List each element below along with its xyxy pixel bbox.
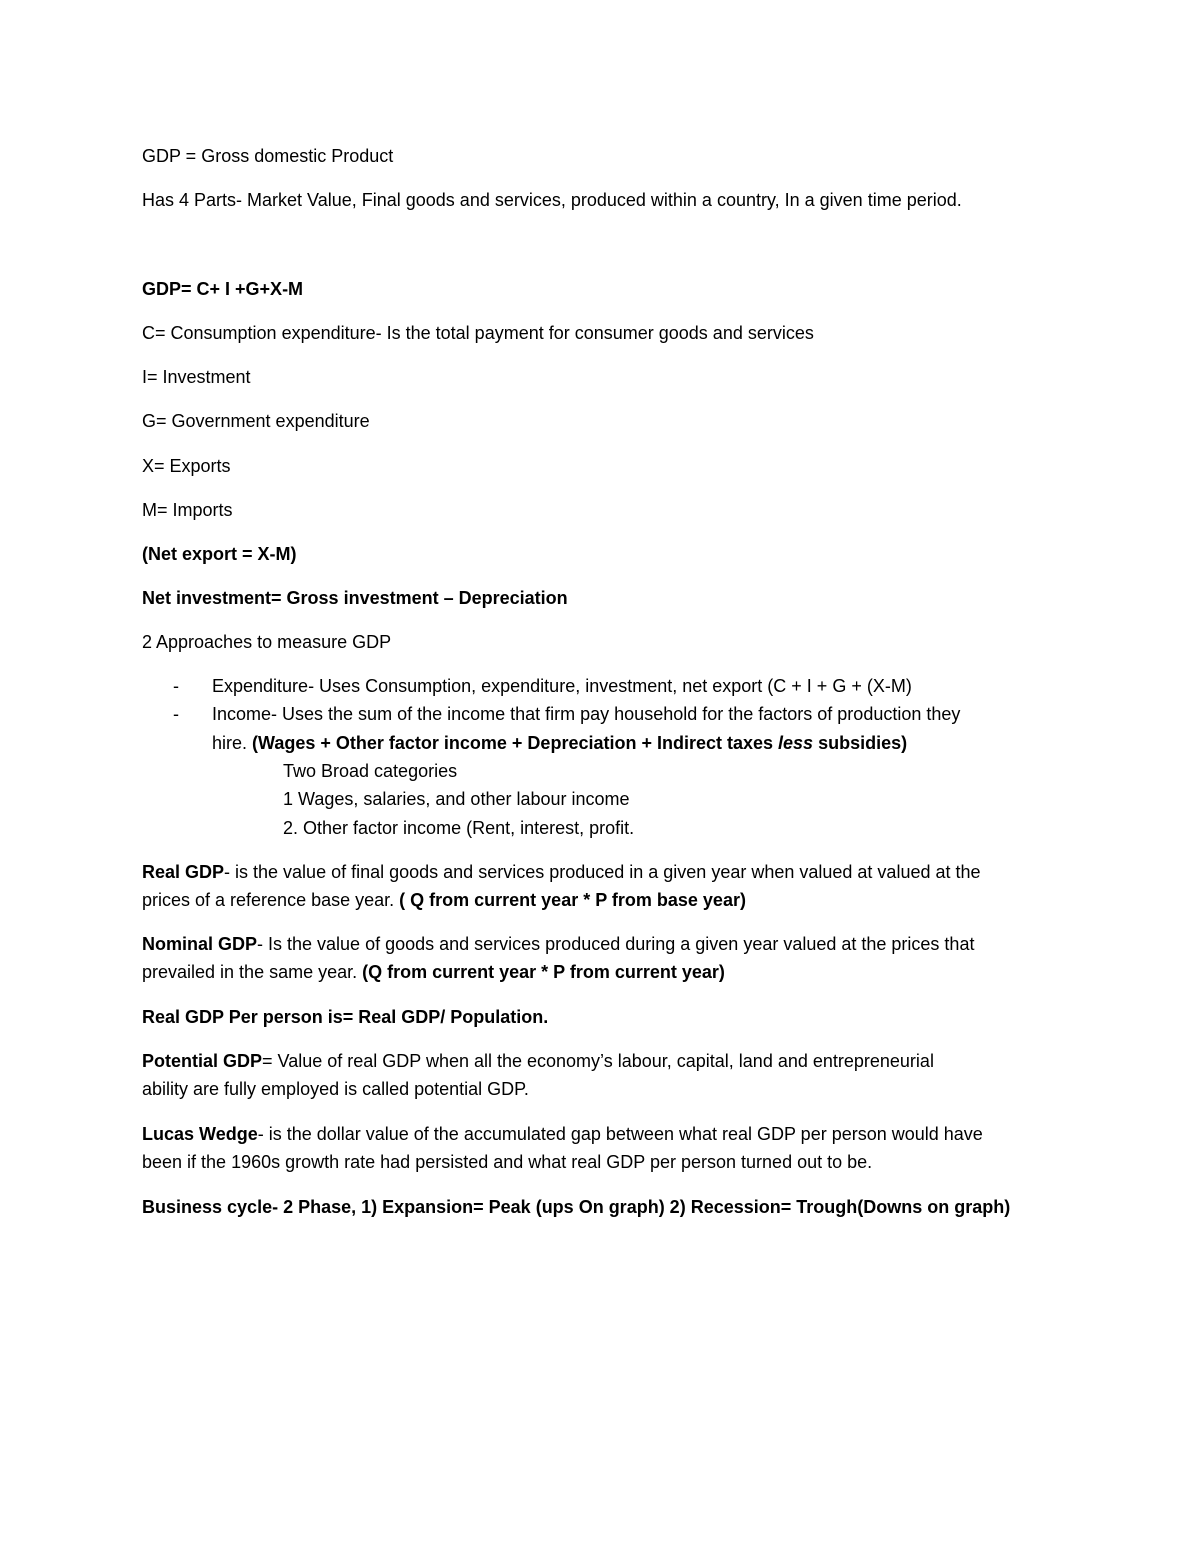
nominal-gdp-term: Nominal GDP bbox=[142, 934, 258, 954]
nominal-gdp-text-cont: prevailed in the same year. bbox=[142, 962, 363, 982]
lucas-wedge-term: Lucas Wedge bbox=[142, 1124, 258, 1144]
real-gdp-text-cont: prices of a reference base year. bbox=[142, 890, 400, 910]
approaches-heading: 2 Approaches to measure GDP bbox=[142, 632, 392, 652]
income-approach-item: Income- Uses the sum of the income that firm pay household for the factors of production they bbox=[212, 704, 961, 724]
nominal-gdp-text: - Is the value of goods and services produced during a given year valued at the prices that bbox=[257, 934, 975, 954]
potential-gdp-definition bbox=[142, 1047, 934, 1075]
real-gdp-per-person-line: Real GDP Per person is= Real GDP/ Population. bbox=[142, 1007, 549, 1027]
lucas-wedge-continuation: been if the 1960s growth rate had persisted and what real GDP per person turned out to be. bbox=[142, 1152, 873, 1172]
nominal-gdp-formula: (Q from current year * P from current year) bbox=[362, 962, 725, 982]
real-gdp-formula: ( Q from current year * P from base year) bbox=[399, 890, 746, 910]
category-other-factor-income: 2. Other factor income (Rent, interest, profit. bbox=[283, 818, 635, 838]
nominal-gdp-continuation bbox=[142, 958, 725, 986]
gdp-parts-line: Has 4 Parts- Market Value, Final goods and services, produced within a country, In a given time period. bbox=[142, 190, 962, 210]
potential-gdp-term: Potential GDP bbox=[142, 1051, 263, 1071]
gdp-formula-line: GDP= C+ I +G+X-M bbox=[142, 279, 304, 299]
real-gdp-text: - is the value of final goods and services produced in a given year when valued at valued at the bbox=[224, 862, 981, 882]
expenditure-approach-item: Expenditure- Uses Consumption, expenditure, investment, net export (C + I + G + (X-M) bbox=[212, 676, 912, 696]
nominal-gdp-definition bbox=[142, 930, 974, 958]
broad-categories-heading: Two Broad categories bbox=[283, 761, 458, 781]
real-gdp-continuation bbox=[142, 886, 746, 914]
gdp-definition-line: GDP = Gross domestic Product bbox=[142, 146, 394, 166]
income-approach-text: hire. bbox=[212, 733, 253, 753]
potential-gdp-text: = Value of real GDP when all the economy’s labour, capital, land and entrepreneurial bbox=[262, 1051, 934, 1071]
income-approach-continuation bbox=[212, 729, 907, 757]
government-line: G= Government expenditure bbox=[142, 411, 370, 431]
investment-line: I= Investment bbox=[142, 367, 251, 387]
potential-gdp-continuation: ability are fully employed is called potential GDP. bbox=[142, 1079, 529, 1099]
net-export-line: (Net export = X-M) bbox=[142, 544, 297, 564]
lucas-wedge-definition bbox=[142, 1120, 983, 1148]
exports-line: X= Exports bbox=[142, 456, 231, 476]
income-formula-part-a: (Wages + Other factor income + Depreciation + Indirect taxes bbox=[252, 733, 779, 753]
imports-line: M= Imports bbox=[142, 500, 233, 520]
category-wages: 1 Wages, salaries, and other labour income bbox=[283, 789, 630, 809]
net-investment-line: Net investment= Gross investment – Depreciation bbox=[142, 588, 568, 608]
income-formula-less: less bbox=[778, 733, 814, 753]
income-formula-part-b: subsidies) bbox=[813, 733, 908, 753]
bullet-dash: - bbox=[173, 676, 179, 696]
real-gdp-definition bbox=[142, 858, 981, 886]
consumption-line: C= Consumption expenditure- Is the total payment for consumer goods and services bbox=[142, 323, 814, 343]
real-gdp-term: Real GDP bbox=[142, 862, 225, 882]
bullet-dash: - bbox=[173, 704, 179, 724]
lucas-wedge-text: - is the dollar value of the accumulated gap between what real GDP per person would have bbox=[257, 1124, 983, 1144]
business-cycle-line: Business cycle- 2 Phase, 1) Expansion= Peak (ups On graph) 2) Recession= Trough(Downs on graph) bbox=[142, 1197, 1011, 1217]
